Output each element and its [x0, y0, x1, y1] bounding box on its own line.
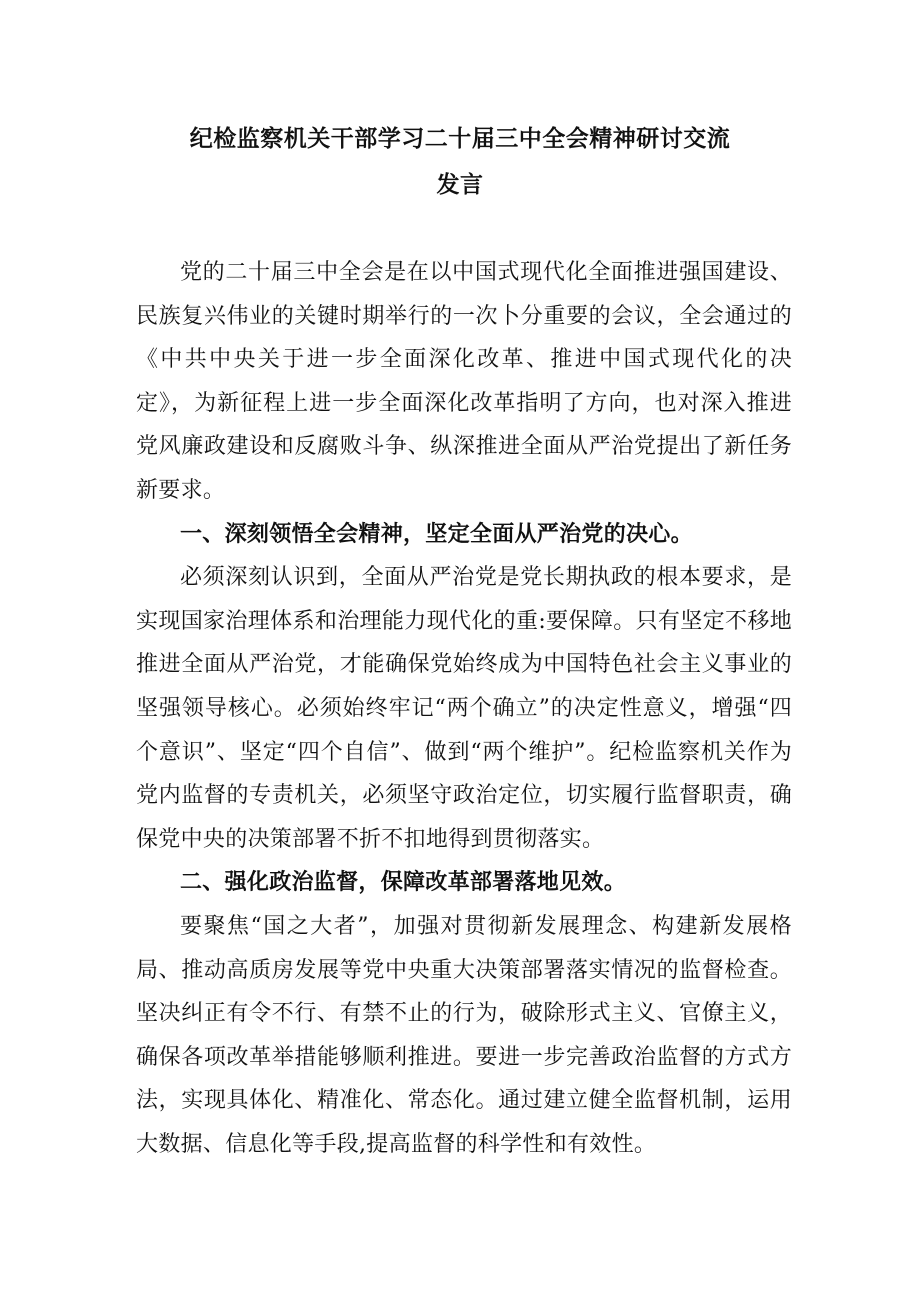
section-2-paragraph: 要聚焦“国之大者”，加强对贯彻新发展理念、构建新发展格局、推动高质房发展等党中央重大决策部署落实情况的监督检查。坚决纠正有令不行、有禁不止的行为，破除形式主义、官僚主义，确保各项改革举措能够顺利推进。要进一步完善政治监督的方式方法，实现具体化、精准化、常态化。通过建立健全监督机制，运用大数据、信息化等手段,提高监督的科学性和有效性。	[136, 913, 792, 1157]
document-body	[136, 251, 792, 1166]
intro-paragraph: 党的二十届三中全会是在以中国式现代化全面推进强国建设、民族复兴伟业的关键时期举行的一次卜分重要的会议，全会通过的《中共中央关于进一步全面深化改革、推进中国式现代化的决定》，为新征程上进一步全面深化改革指明了方向，也对深入推进党风廉政建设和反腐败斗争、纵深推进全面从严治党提出了新任务新要求。	[136, 260, 792, 503]
section-2-heading: 二、强化政治监督，保障改革部署落地见效。	[180, 869, 627, 896]
section-1-heading: 一、深刻领悟全会精神，坚定全面从严治党的决心。	[180, 520, 693, 547]
document-title-line-2: 发言	[436, 171, 484, 198]
section-1-paragraph: 必须深刻认识到，全面从严治党是党长期执政的根本要求，是实现国家治理体系和治理能力现代化的重:要保障。只有坚定不移地推进全面从严治党，才能确保党始终成为中国特色社会主义事业的坚强领导核心。必须始终牢记“两个确立”的决定性意义，增强“四个意识”、坚定“四个自信”、做到“两个维护”。纪检监察机关作为党内监督的专责机关，必须坚守政治定位，切实履行监督职责，确保党中央的决策部署不折不扣地得到贯彻落实。	[136, 565, 792, 852]
document-title-line-1: 纪检监察机关干部学习二十届三中全会精神研讨交流	[189, 125, 731, 152]
